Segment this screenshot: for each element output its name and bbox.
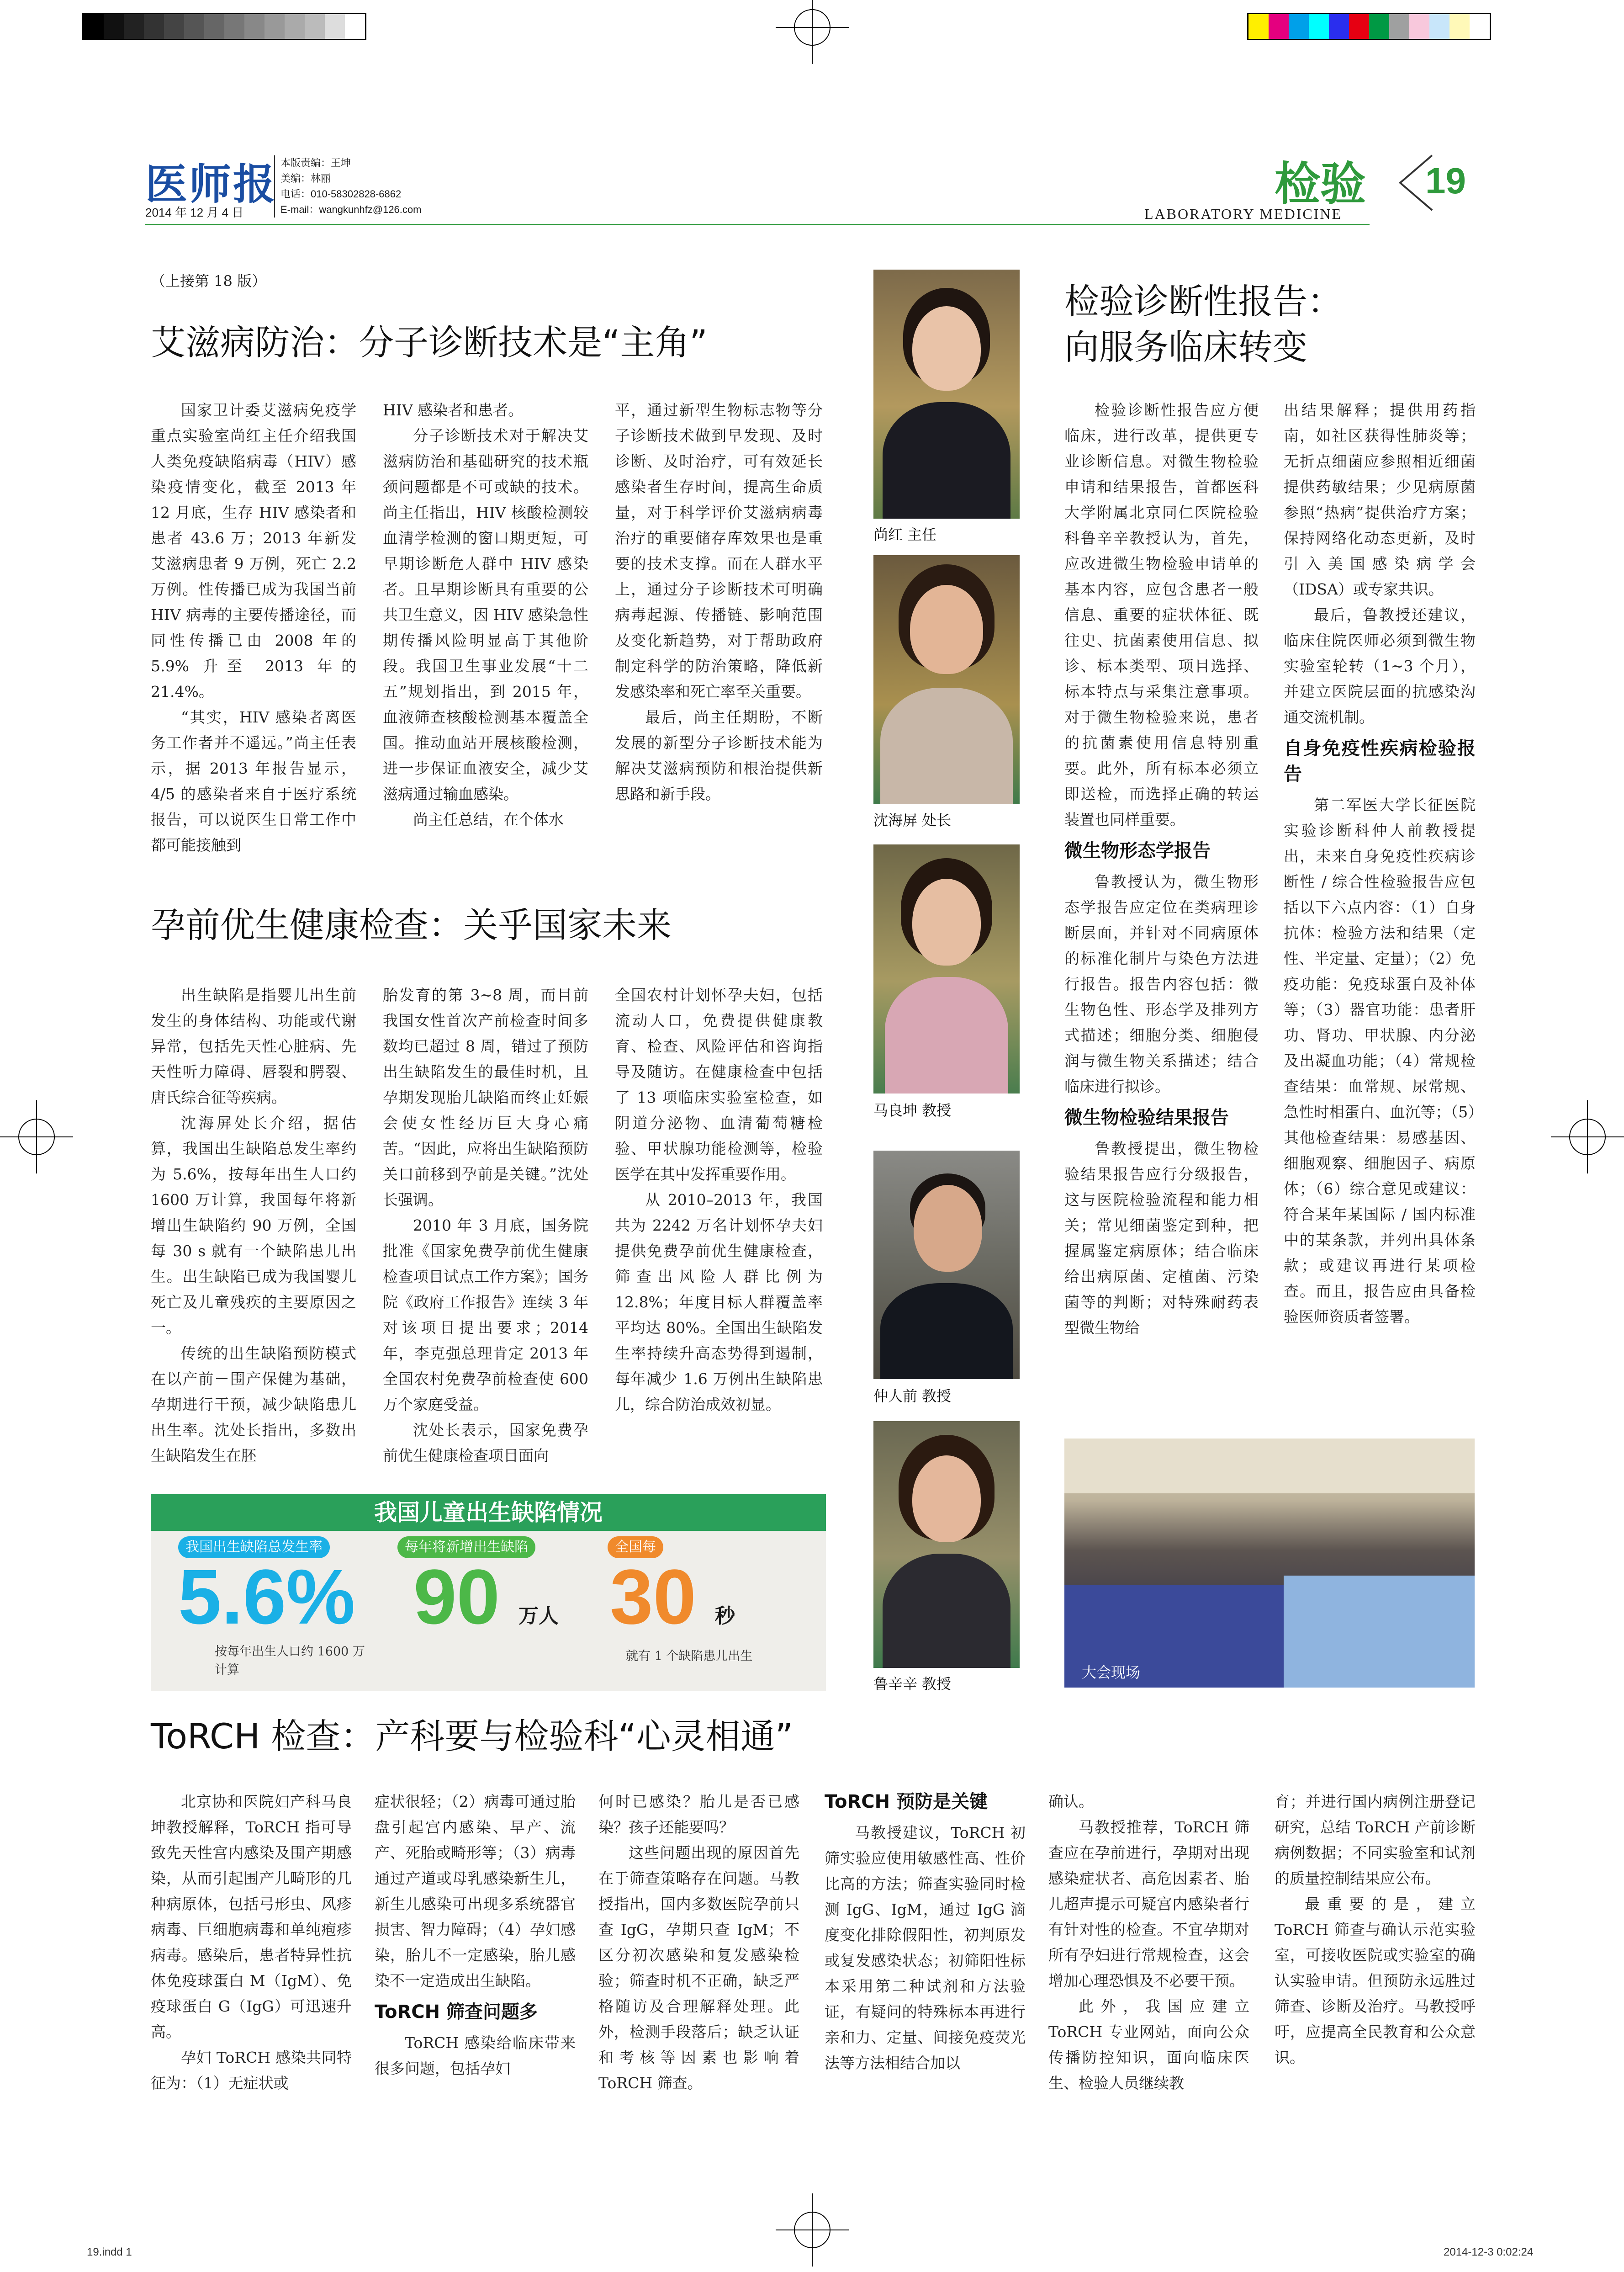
- paragraph: 平，通过新型生物标志物等分子诊断技术做到早发现、及时诊断、及时治疗，可有效延长感染者生存时间，提高生命质量，对于科学评价艾滋病病毒治疗的重要储存库效果也是重要的技术支撑。而在人群水平上，通过分子诊断技术可明确病毒起源、传播链、影响范围及变化新趋势，对于帮助政府制定科学的防治策略，降低新发感染率和死亡率至关重要。: [615, 401, 823, 701]
- subhead: 微生物检验结果报告: [1064, 1107, 1229, 1128]
- registration-crosshair-right: [1551, 1100, 1624, 1173]
- portrait-photo: [873, 1421, 1020, 1668]
- page-number: 19: [1425, 160, 1466, 201]
- photo-caption: 仲人前 教授: [873, 1387, 952, 1405]
- portrait-photo: [873, 270, 1020, 519]
- paragraph: 全国农村计划怀孕夫妇，包括流动人口，免费提供健康教育、检查、风险评估和咨询指导及随访。在健康检查中包括了 13 项临床实验室检查，如阴道分泌物、血清葡萄糖检验、甲状腺功能检测等，检验医学在其中发挥重要作用。: [615, 986, 823, 1183]
- conference-photo: [1064, 1439, 1475, 1688]
- header-rule: [145, 224, 1370, 225]
- article4-col6: [1275, 1789, 1476, 2070]
- email: E-mail：wangkunhfz@126.com: [280, 204, 422, 215]
- article2-col2: [383, 982, 588, 1469]
- stat-label: 我国出生缺陷总发生率: [178, 1536, 330, 1558]
- article3-title-line1: 检验诊断性报告：: [1064, 281, 1342, 322]
- article3-title-line2: 向服务临床转变: [1064, 327, 1307, 367]
- registration-bar-color: [1247, 13, 1491, 40]
- stat-unit: 秒: [715, 1604, 735, 1628]
- paragraph: 分子诊断技术对于解决艾滋病防治和基础研究的技术瓶颈问题都是不可或缺的技术。尚主任指出，HIV 核酸检测较血清学检测的窗口期更短，可早期诊断危人群中 HIV 感染者。且早期诊断具有重要的公共卫生意义，因 HIV 感染急性期传播风险明显高于其他阶段。我国卫生事业发展“十二五”规划指出，到 2015 年，血液筛查核酸检测基本覆盖全国。推动血站开展核酸检测，进一步保证血液安全，减少艾滋病通过输血感染。: [383, 427, 588, 803]
- article4-col5: [1048, 1789, 1249, 2096]
- article4-col4: [825, 1789, 1026, 2076]
- article2-col3: [615, 982, 823, 1417]
- registration-crosshair-bottom: [776, 2193, 849, 2267]
- editor: 本版责编：王坤: [280, 157, 351, 169]
- registration-crosshair-left: [0, 1100, 73, 1173]
- paragraph: 北京协和医院妇产科马良坤教授解释，ToRCH 指可导致先天性宫内感染及围产期感染，从而引起围产儿畸形的几种病原体，包括弓形虫、风疹病毒、巨细胞病毒和单纯疱疹病毒。感染后，患者特异性抗体免疫球蛋白 M（IgM）、免疫球蛋白 G（IgG）可迅速升高。: [151, 1793, 352, 2041]
- paragraph: 尚主任总结，在个体水: [413, 811, 564, 828]
- paragraph: 从 2010–2013 年，我国共为 2242 万名计划怀孕夫妇提供免费孕前优生健康检查，筛查出风险人群比例为 12.8%；年度目标人群覆盖率平均达 80%。全国出生缺陷发生率持续升高态势得到遏制，每年减少 1.6 万例出生缺陷患儿，综合防治成效初显。: [615, 1191, 823, 1413]
- stats-title: 我国儿童出生缺陷情况: [151, 1494, 826, 1531]
- paragraph: 鲁教授提出，微生物检验结果报告应行分级报告，这与医院检验流程和能力相关；常见细菌鉴定到种，把握属鉴定病原体；结合临床给出病原菌、定植菌、污染菌等的判断；对特殊耐药表型微生物给: [1064, 1140, 1259, 1337]
- masthead-logo: 医师报: [145, 159, 277, 209]
- article4-title: ToRCH 检查：产科要与检验科“心灵相通”: [151, 1716, 793, 1757]
- paragraph: 何时已感染？胎儿是否已感染？孩子还能要吗？: [598, 1793, 799, 1836]
- article1-title: 艾滋病防治：分子诊断技术是“主角”: [151, 322, 708, 363]
- article4-col3: [598, 1789, 799, 2096]
- paragraph: 检验诊断性报告应方便临床，进行改革，提供更专业诊断信息。对微生物检验申请和结果报告，首都医科大学附属北京同仁医院检验科鲁辛辛教授认为，首先，应改进微生物检验申请单的基本内容，应包含患者一般信息、重要的症状体征、既往史、抗菌素使用信息、拟诊、标本类型、项目选择、标本特点与采集注意事项。对于微生物检验来说，患者的抗菌素使用信息特别重要。此外，所有标本必须立即送检，而选择正确的转运装置也同样重要。: [1064, 401, 1259, 828]
- stat-unit: 万人: [518, 1604, 559, 1628]
- portrait-photo: [873, 555, 1020, 804]
- subhead: ToRCH 筛查问题多: [375, 2001, 538, 2023]
- article1-col2: [383, 398, 588, 833]
- registration-crosshair-top: [776, 0, 849, 64]
- subhead: 微生物形态学报告: [1064, 840, 1211, 861]
- paragraph: 症状很轻；（2）病毒可通过胎盘引起宫内感染、早产、流产、死胎或畸形等；（3）病毒通过产道或母乳感染新生儿，新生儿感染可出现多系统器官损害、智力障碍；（4）孕妇感染，胎儿不一定感染，胎儿感染不一定造成出生缺陷。: [375, 1793, 576, 1990]
- article1-col1: [151, 398, 356, 858]
- photo-caption: 尚红 主任: [873, 526, 937, 543]
- subhead: ToRCH 预防是关键: [825, 1791, 988, 1812]
- footer-timestamp: 2014-12-3 0:02:24: [1444, 2246, 1534, 2258]
- editor-info: [274, 155, 421, 218]
- paragraph: 鲁教授认为，微生物形态学报告应定位在类病理诊断层面，并针对不同病原体的标准化制片与染色方法进行报告。报告内容包括：微生物色性、形态学及排列方式描述；细胞分类、细胞侵润与微生物关系描述；结合临床进行拟诊。: [1064, 873, 1259, 1095]
- paragraph: 沈处长表示，国家免费孕前优生健康检查项目面向: [383, 1421, 588, 1465]
- birth-defect-stats: [151, 1494, 826, 1691]
- phone: 电话：010-58302828-6862: [280, 188, 402, 200]
- article1-col3: [615, 398, 823, 807]
- paragraph: 这些问题出现的原因首先在于筛查策略存在问题。马教授指出，国内多数医院孕前只查 IgG，孕期只查 IgM；不区分初次感染和复发感染检验；筛查时机不正确，缺乏严格随访及合理解释处理。此外，检测手段落后；缺乏认证和考核等因素也影响着 ToRCH 筛查。: [598, 1844, 799, 2092]
- footer-file: 19.indd 1: [87, 2246, 132, 2258]
- paragraph: 国家卫计委艾滋病免疫学重点实验室尚红主任介绍我国人类免疫缺陷病毒（HIV）感染疫情变化，截至 2013 年 12 月底，生存 HIV 感染者和患者 43.6 万；2013 年新发艾滋病患者 9 万例，死亡 2.2 万例。性传播已成为我国当前 HIV 病毒的主要传播途径，而同性传播已由 2008 年的 5.9% 升至 2013 年的 21.4%。: [151, 401, 356, 701]
- article3-col1: [1064, 398, 1259, 1341]
- paragraph: “其实，HIV 感染者离医务工作者并不遥远。”尚主任表示，据 2013 年报告显示，4/5 的感染者来自于医疗系统报告，可以说医生日常工作中都可能接触到: [151, 708, 356, 854]
- paragraph: ToRCH 感染给临床带来很多问题，包括孕妇: [375, 2034, 576, 2077]
- article3-title: [1064, 279, 1384, 370]
- paragraph: 出结果解释；提供用药指南，如社区获得性肺炎等；无折点细菌应参照相近细菌提供药敏结果；少见病原菌参照“热病”提供治疗方案；保持网络化动态更新，及时引入美国感染病学会（IDSA）或专家共识。: [1284, 401, 1476, 598]
- paragraph: 最重要的是，建立 ToRCH 筛查与确认示范实验室，可接收医院或实验室的确认实验申请。但预防永远胜过筛查、诊断及治疗。马教授呼吁，应提高全民教育和公众意识。: [1275, 1895, 1476, 2066]
- paragraph: 2010 年 3 月底，国务院批准《国家免费孕前优生健康检查项目试点工作方案》；国务院《政府工作报告》连续 3 年对该项目提出要求；2014 年，李克强总理肯定 2013 年全国农村免费孕前检查使 600 万个家庭受益。: [383, 1216, 588, 1413]
- stat-note: 就有 1 个缺陷患儿出生: [626, 1649, 753, 1663]
- photo-caption: 马良坤 教授: [873, 1102, 952, 1119]
- paragraph: 马教授建议，ToRCH 初筛实验应使用敏感性高、性价比高的方法；筛查实验同时检测 IgG、IgM，通过 IgG 滴度变化排除假阳性，初判原发或复发感染状态；初筛阳性标本采用第二种试剂和方法验证，有疑问的特殊标本再进行亲和力、定量、间接免疫荧光法等方法相结合加以: [825, 1824, 1026, 2072]
- continued-note: （上接第 18 版）: [151, 272, 267, 290]
- photo-caption: 鲁辛辛 教授: [873, 1675, 952, 1693]
- paragraph: 最后，鲁教授还建议，临床住院医师必须到微生物实验室轮转（1~3 个月），并建立医院层面的抗感染沟通交流机制。: [1284, 606, 1476, 726]
- portrait-photo: [873, 1151, 1020, 1379]
- issue-date: 2014 年 12 月 4 日: [145, 206, 244, 219]
- stat-value: 90: [413, 1554, 500, 1640]
- paragraph: 最后，尚主任期盼，不断发展的新型分子诊断技术能为解决艾滋病预防和根治提供新思路和新手段。: [615, 708, 823, 803]
- section-title-en: LABORATORY MEDICINE: [1144, 206, 1343, 222]
- article3-col2: [1284, 398, 1476, 1330]
- portrait-photo: [873, 844, 1020, 1094]
- article4-col1: [151, 1789, 352, 2096]
- paragraph: 沈海屏处长介绍，据估算，我国出生缺陷总发生率约为 5.6%，按每年出生人口约 1600 万计算，我国每年将新增出生缺陷约 90 万例，全国每 30 s 就有一个缺陷患儿出生。出生缺陷已成为我国婴儿死亡及儿童残疾的主要原因之一。: [151, 1114, 356, 1337]
- subhead: 自身免疫性疾病检验报告: [1284, 738, 1476, 785]
- paragraph: 出生缺陷是指婴儿出生前发生的身体结构、功能或代谢异常，包括先天性心脏病、先天性听力障碍、唇裂和腭裂、唐氏综合征等疾病。: [151, 986, 356, 1106]
- stat-label: 全国每: [608, 1536, 663, 1558]
- stat-value: 5.6%: [178, 1554, 355, 1640]
- stat-value: 30: [610, 1554, 697, 1640]
- paragraph: 育；并进行国内病例注册登记研究，总结 ToRCH 产前诊断病例数据；不同实验室和试剂的质量控制结果应公布。: [1275, 1793, 1476, 1887]
- paragraph: HIV 感染者和患者。: [383, 401, 524, 419]
- paragraph: 第二军医大学长征医院实验诊断科仲人前教授提出，未来自身免疫性疾病诊断性 / 综合性检验报告应包括以下六点内容：（1）自身抗体：检验方法和结果（定性、半定量、定量）；（2）免疫功能：免疫球蛋白及补体等；（3）器官功能：患者肝功、肾功、甲状腺、内分泌及出凝血功能；（4）常规检查结果：血常规、尿常规、急性时相蛋白、血沉等；（5）其他检查结果：易感基因、细胞观察、细胞因子、病原体；（6）综合意见或建议：符合某年某国际 / 国内标准中的某条款，并列出具体条款；或建议再进行某项检查。而且，报告应由具备检验医师资质者签署。: [1284, 796, 1476, 1326]
- registration-bar-gray: [82, 13, 366, 40]
- art-editor: 美编：林丽: [280, 173, 331, 184]
- article2-col1: [151, 982, 356, 1469]
- stat-label: 每年将新增出生缺陷: [397, 1536, 535, 1558]
- paragraph: 此外，我国应建立 ToRCH 专业网站，面向公众传播防控知识，面向临床医生、检验人员继续教: [1048, 1997, 1249, 2092]
- section-title: 检验: [1275, 157, 1366, 211]
- stat-note: 按每年出生人口约 1600 万计算: [215, 1645, 365, 1677]
- paragraph: 马教授推荐，ToRCH 筛查应在孕前进行，孕期对出现感染症状者、高危因素者、胎儿超声提示可疑宫内感染者行有针对性的检查。不宜孕期对所有孕妇进行常规检查，这会增加心理恐惧及不必要干预。: [1048, 1818, 1249, 1990]
- paragraph: 孕妇 ToRCH 感染共同特征为：（1）无症状或: [151, 2049, 352, 2092]
- article2-title: 孕前优生健康检查：关乎国家未来: [151, 905, 672, 945]
- paragraph: 传统的出生缺陷预防模式在以产前－围产保健为基础，孕期进行干预，减少缺陷患儿出生率。沈处长指出，多数出生缺陷发生在胚: [151, 1344, 356, 1465]
- paragraph: 胎发育的第 3~8 周，而目前我国女性首次产前检查时间多数均已超过 8 周，错过了预防出生缺陷发生的最佳时机，且孕期发现胎儿缺陷而终止妊娠会使女性经历巨大身心痛苦。“因此，应将出生缺陷预防关口前移到孕前是关键。”沈处长强调。: [383, 986, 588, 1209]
- article4-col2: [375, 1789, 576, 2081]
- paragraph: 确认。: [1048, 1793, 1094, 1810]
- photo-caption: 沈海屏 处长: [873, 812, 952, 829]
- photo-caption: 大会现场: [1082, 1664, 1141, 1681]
